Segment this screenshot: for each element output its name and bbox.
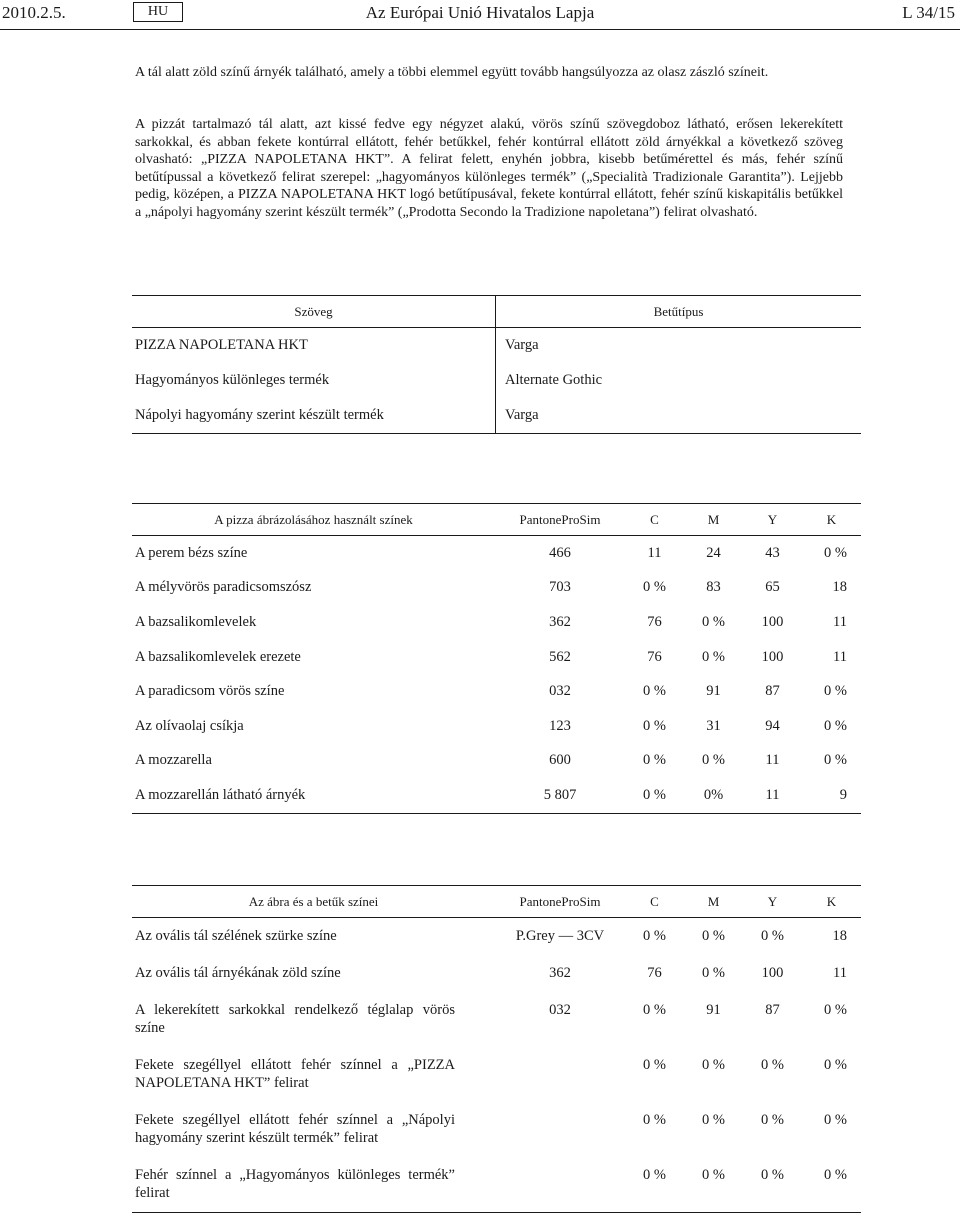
- pantone-cell: [495, 1157, 625, 1213]
- column-header-m: M: [684, 886, 743, 918]
- column-header-name: A pizza ábrázolásához használt színek: [132, 504, 495, 536]
- color-name-cell: Az ovális tál szélének szürke színe: [135, 928, 337, 944]
- table-row: [132, 536, 861, 571]
- k-cell: 9: [839, 786, 847, 803]
- pantone-cell: 123: [549, 717, 571, 734]
- m-cell: 31: [706, 717, 721, 734]
- language-badge: HU: [133, 2, 183, 22]
- color-name-cell: A paradicsom vörös színe: [135, 683, 285, 700]
- y-cell: 0 %: [761, 1167, 784, 1183]
- table-header-row: [132, 296, 861, 328]
- y-cell: 87: [765, 1002, 780, 1018]
- y-cell: 100: [761, 613, 784, 630]
- k-cell: 0 %: [824, 717, 847, 734]
- m-cell: 0 %: [702, 648, 725, 665]
- color-name-cell: A bazsalikomlevelek erezete: [135, 648, 301, 665]
- text-cell: PIZZA NAPOLETANA HKT: [132, 328, 496, 364]
- pantone-cell: 362: [549, 613, 571, 630]
- column-header-font: Betűtípus: [496, 296, 862, 328]
- pantone-cell: 703: [549, 579, 571, 596]
- color-name-cell: A mélyvörös paradicsomszósz: [135, 579, 312, 596]
- text-cell: Hagyományos különleges termék: [132, 363, 496, 398]
- column-header-name: Az ábra és a betűk színei: [132, 886, 495, 918]
- table-header-row: [132, 504, 861, 536]
- c-cell: 76: [647, 648, 662, 665]
- column-header-pantone: PantoneProSim: [495, 886, 625, 918]
- table-row: [132, 398, 861, 434]
- m-cell: 83: [706, 579, 721, 596]
- table-row: [132, 640, 861, 675]
- table-row: [132, 1047, 861, 1102]
- table-row: [132, 674, 861, 709]
- c-cell: 0 %: [643, 579, 666, 596]
- pantone-cell: 600: [549, 752, 571, 769]
- m-cell: 0 %: [702, 613, 725, 630]
- header-rule: [0, 29, 960, 30]
- column-header-y: Y: [743, 504, 802, 536]
- m-cell: 91: [706, 1002, 721, 1018]
- table-row: [132, 778, 861, 813]
- c-cell: 76: [647, 965, 662, 981]
- column-header-y: Y: [743, 886, 802, 918]
- page-number: L 34/15: [902, 3, 955, 22]
- m-cell: 24: [706, 544, 721, 561]
- pantone-cell: 032: [549, 683, 571, 700]
- c-cell: 11: [647, 544, 662, 561]
- k-cell: 0 %: [824, 1167, 847, 1183]
- page-header: [0, 0, 960, 30]
- font-table: [132, 295, 861, 434]
- k-cell: 0 %: [824, 544, 847, 561]
- c-cell: 0 %: [643, 928, 666, 944]
- y-cell: 11: [765, 752, 780, 769]
- font-cell: Varga: [505, 407, 539, 423]
- c-cell: 0 %: [643, 1167, 666, 1183]
- column-header-k: K: [802, 504, 861, 536]
- column-header-k: K: [802, 886, 861, 918]
- k-cell: 11: [833, 648, 847, 665]
- table-header-row: [132, 886, 861, 918]
- k-cell: 18: [832, 928, 847, 944]
- k-cell: 18: [832, 579, 847, 596]
- m-cell: 0 %: [702, 1112, 725, 1128]
- m-cell: 0%: [703, 786, 724, 803]
- column-header-pantone: PantoneProSim: [495, 504, 625, 536]
- paragraph-textbox: A pizzát tartalmazó tál alatt, azt kissé fedve egy négyzet alakú, vörös színű szövegdoboz látható, erősen lekerekített sarkokkal, és abban fekete kontúrral ellátott, fehér betűkkel, fehér kontúrral ellátott zöld árnyékkal a következő szöveg olvasható: „PIZZA NAPOLETANA HKT”. A felirat felett, enyhén jobbra, kisebb betűmérettel és más, fehér színű betűtípussal a következő felirat szerepel: „hagyományos különleges termék” („Specialità Tradizionale Garantita”). Lejjebb pedig, középen, a PIZZA NAPOLETANA HKT logó betűtípusával, fekete kontúrral ellátott, fehér színű kiskapitális betűkkel a „nápolyi hagyomány szerint készült termék” („Prodotta Secondo la Tradizione napoletana”) felirat olvasható.: [135, 117, 843, 220]
- journal-title: Az Európai Unió Hivatalos Lapja: [365, 3, 595, 22]
- column-header-text: Szöveg: [132, 296, 496, 328]
- table-row: [132, 1157, 861, 1213]
- color-name-cell: Az ovális tál árnyékának zöld színe: [135, 965, 341, 981]
- y-cell: 11: [765, 786, 780, 803]
- color-name-cell: A perem bézs színe: [135, 544, 248, 561]
- y-cell: 0 %: [761, 1112, 784, 1128]
- column-header-c: C: [625, 504, 684, 536]
- color-name-cell: A lekerekített sarkokkal rendelkező téglalap vörös színe: [135, 1002, 455, 1036]
- k-cell: 0 %: [824, 683, 847, 700]
- table-row: [132, 709, 861, 744]
- pantone-cell: 5 807: [543, 786, 577, 803]
- m-cell: 0 %: [702, 1167, 725, 1183]
- color-name-cell: A mozzarellán látható árnyék: [135, 786, 306, 803]
- color-name-cell: Az olívaolaj csíkja: [135, 717, 244, 734]
- pantone-cell: 562: [549, 648, 571, 665]
- y-cell: 0 %: [761, 1057, 784, 1073]
- k-cell: 11: [833, 613, 847, 630]
- pizza-colors-body: [132, 536, 861, 814]
- y-cell: 94: [765, 717, 780, 734]
- c-cell: 0 %: [643, 717, 666, 734]
- color-name-cell: A bazsalikomlevelek: [135, 613, 257, 630]
- y-cell: 100: [761, 965, 784, 981]
- table-row: [132, 571, 861, 606]
- k-cell: 0 %: [824, 1002, 847, 1018]
- m-cell: 0 %: [702, 752, 725, 769]
- color-name-cell: A mozzarella: [135, 752, 212, 769]
- pantone-cell: [495, 1102, 625, 1157]
- m-cell: 0 %: [702, 1057, 725, 1073]
- c-cell: 0 %: [643, 1112, 666, 1128]
- table-row: [132, 328, 861, 364]
- figure-colors-body: [132, 918, 861, 1213]
- y-cell: 100: [761, 648, 784, 665]
- m-cell: 0 %: [702, 928, 725, 944]
- k-cell: 0 %: [824, 1057, 847, 1073]
- table-row: [132, 992, 861, 1047]
- font-cell: Alternate Gothic: [505, 372, 603, 388]
- y-cell: 87: [765, 683, 780, 700]
- table-row: [132, 1102, 861, 1157]
- column-header-c: C: [625, 886, 684, 918]
- m-cell: 91: [706, 683, 721, 700]
- table-row: [132, 918, 861, 956]
- paragraph-shadow: A tál alatt zöld színű árnyék található, amely a többi elemmel együtt tovább hangsúlyozza az olasz zászló színeit.: [135, 65, 769, 80]
- c-cell: 0 %: [643, 683, 666, 700]
- text-cell: Nápolyi hagyomány szerint készült termék: [132, 398, 496, 434]
- column-header-m: M: [684, 504, 743, 536]
- pantone-cell: 362: [549, 965, 571, 981]
- c-cell: 0 %: [643, 1002, 666, 1018]
- pantone-cell: 466: [549, 544, 571, 561]
- y-cell: 65: [765, 579, 780, 596]
- y-cell: 43: [765, 544, 780, 561]
- c-cell: 0 %: [643, 752, 666, 769]
- publication-date: 2010.2.5.: [2, 3, 66, 22]
- pizza-colors-table: [132, 503, 861, 814]
- pantone-cell: [495, 1047, 625, 1102]
- color-name-cell: Fekete szegéllyel ellátott fehér színnel a „Nápolyi hagyomány szerint készült termék” felirat: [135, 1112, 455, 1146]
- table-row: [132, 363, 861, 398]
- y-cell: 0 %: [761, 928, 784, 944]
- pantone-cell: P.Grey — 3CV: [515, 928, 605, 944]
- table-row: [132, 955, 861, 992]
- c-cell: 76: [647, 613, 662, 630]
- k-cell: 0 %: [824, 1112, 847, 1128]
- c-cell: 0 %: [643, 786, 666, 803]
- color-name-cell: Fekete szegéllyel ellátott fehér színnel a „PIZZA NAPOLETANA HKT” felirat: [135, 1057, 455, 1091]
- table-row: [132, 605, 861, 640]
- pantone-cell: 032: [549, 1002, 571, 1018]
- k-cell: 0 %: [824, 752, 847, 769]
- k-cell: 11: [833, 965, 847, 981]
- m-cell: 0 %: [702, 965, 725, 981]
- font-cell: Varga: [505, 337, 539, 353]
- color-name-cell: Fehér színnel a „Hagyományos különleges termék” felirat: [135, 1167, 455, 1201]
- table-row: [132, 744, 861, 779]
- figure-colors-table: [132, 885, 861, 1213]
- c-cell: 0 %: [643, 1057, 666, 1073]
